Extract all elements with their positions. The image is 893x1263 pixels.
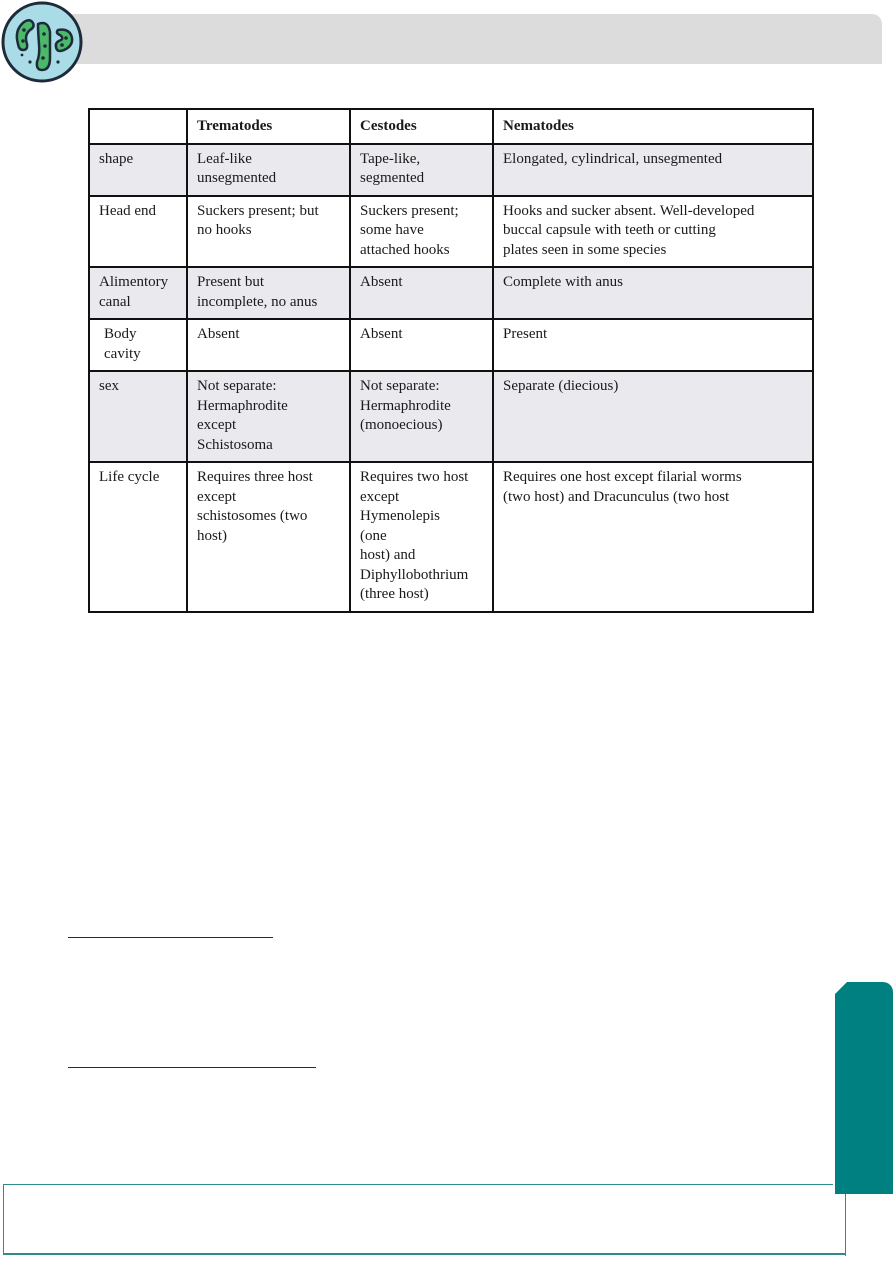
table-cell-cestodes: Suckers present; some have attached hooks (350, 196, 493, 268)
table-cell-nematodes: Complete with anus (493, 267, 813, 319)
table-cell-feature: Life cycle (89, 462, 187, 612)
table-cell-trematodes: Suckers present; but no hooks (187, 196, 350, 268)
table-cell-cestodes: Absent (350, 319, 493, 371)
table-cell-nematodes: Requires one host except filarial worms (two host) and Dracunculus (two host (493, 462, 813, 612)
table-row (89, 319, 813, 371)
table-cell-trematodes: Requires three host except schistosomes (two host) (187, 462, 350, 612)
table-cell-nematodes: Hooks and sucker absent. Well-developed buccal capsule with teeth or cutting plates seen in some species (493, 196, 813, 268)
table-cell-trematodes: Not separate: Hermaphrodite except Schistosoma (187, 371, 350, 462)
table-cell-trematodes: Present but incomplete, no anus (187, 267, 350, 319)
table-cell-trematodes: Absent (187, 319, 350, 371)
table-cell-cestodes: Tape-like, segmented (350, 144, 493, 196)
footer-box-right-border (845, 1194, 846, 1256)
table-row (89, 196, 813, 268)
bacteria-icon (0, 0, 84, 84)
column-header: Trematodes (187, 109, 350, 144)
column-header: Nematodes (493, 109, 813, 144)
table-row (89, 371, 813, 462)
table-cell-nematodes: Present (493, 319, 813, 371)
section-heading-underline (68, 1067, 316, 1068)
table-cell-feature: Body cavity (89, 319, 187, 371)
table-row (89, 267, 813, 319)
helminth-comparison-table (88, 108, 814, 613)
table-cell-cestodes: Requires two host except Hymenolepis (one host) and Diphyllobothrium (three host) (350, 462, 493, 612)
table-cell-nematodes: Separate (diecious) (493, 371, 813, 462)
table-cell-feature: shape (89, 144, 187, 196)
table-cell-feature: Alimentory canal (89, 267, 187, 319)
column-header (89, 109, 187, 144)
column-header: Cestodes (350, 109, 493, 144)
comparison-table-container (88, 108, 812, 613)
table-header-row (89, 109, 813, 144)
table-cell-feature: sex (89, 371, 187, 462)
section-heading-underline (68, 937, 273, 938)
table-cell-feature: Head end (89, 196, 187, 268)
side-chapter-tab (835, 982, 893, 1194)
footer-box (3, 1184, 846, 1255)
table-cell-trematodes: Leaf-like unsegmented (187, 144, 350, 196)
table-row (89, 462, 813, 612)
table-cell-nematodes: Elongated, cylindrical, unsegmented (493, 144, 813, 196)
table-cell-cestodes: Not separate: Hermaphrodite (monoecious) (350, 371, 493, 462)
table-cell-cestodes: Absent (350, 267, 493, 319)
table-row (89, 144, 813, 196)
header-bar (60, 14, 882, 64)
